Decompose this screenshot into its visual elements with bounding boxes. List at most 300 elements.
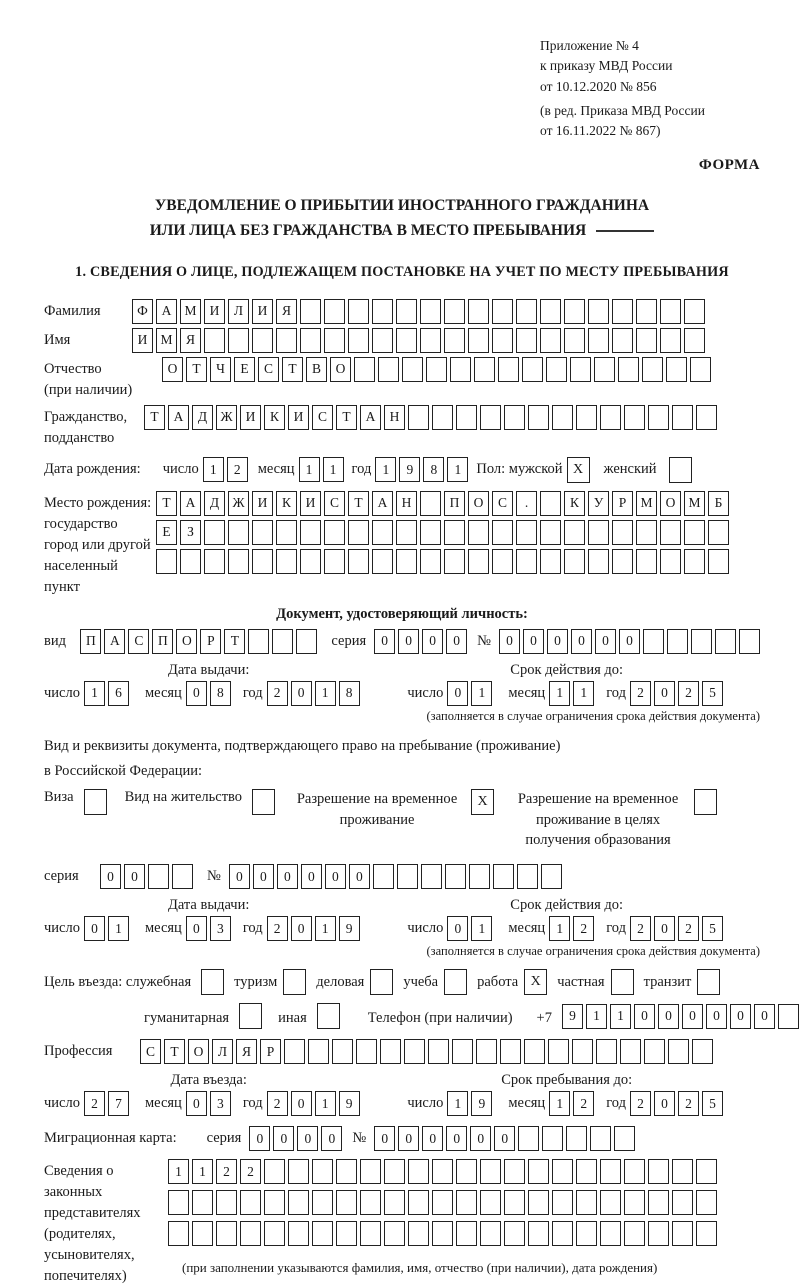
profession-char-box[interactable] [500, 1039, 521, 1064]
representatives-char-box[interactable] [192, 1221, 213, 1246]
representatives-char-box[interactable] [456, 1159, 477, 1184]
birth-place-char-box[interactable] [660, 549, 681, 574]
birth-place-char-box[interactable] [564, 549, 585, 574]
birth-place-char-box[interactable] [444, 549, 465, 574]
birth-place-char-box[interactable] [540, 549, 561, 574]
issue-month-box[interactable]: 0 [186, 681, 207, 706]
patronymic-char-box[interactable]: О [162, 357, 183, 382]
representatives-char-box[interactable] [504, 1190, 525, 1215]
representatives-char-box[interactable] [528, 1159, 549, 1184]
given-name-char-box[interactable]: И [132, 328, 153, 353]
citizenship-char-box[interactable] [552, 405, 573, 430]
issue-year-box[interactable]: 9 [339, 916, 360, 941]
birth-place-char-box[interactable]: К [564, 491, 585, 516]
doc-number-box[interactable]: 0 [571, 629, 592, 654]
birth-place-char-box[interactable]: Н [396, 491, 417, 516]
phone-digit-box[interactable]: 1 [610, 1004, 631, 1029]
profession-char-box[interactable] [332, 1039, 353, 1064]
mc-number-box[interactable]: 0 [374, 1126, 395, 1151]
doc-number-box[interactable]: 0 [523, 629, 544, 654]
issue-year-box[interactable]: 1 [315, 916, 336, 941]
birth-place-char-box[interactable] [516, 520, 537, 545]
phone-digit-box[interactable]: 0 [682, 1004, 703, 1029]
birth-place-char-box[interactable] [420, 520, 441, 545]
mc-number-box[interactable] [518, 1126, 539, 1151]
expiry-year-box[interactable]: 2 [678, 916, 699, 941]
patronymic-char-box[interactable] [546, 357, 567, 382]
doc-series-box[interactable]: 0 [446, 629, 467, 654]
expiry-month-box[interactable]: 2 [573, 916, 594, 941]
issue-year-box[interactable]: 1 [315, 681, 336, 706]
mc-number-box[interactable]: 0 [470, 1126, 491, 1151]
representatives-char-box[interactable] [552, 1221, 573, 1246]
stay-year-box[interactable]: 2 [630, 1091, 651, 1116]
citizenship-char-box[interactable]: И [240, 405, 261, 430]
representatives-char-box[interactable] [528, 1221, 549, 1246]
residence-number-box[interactable] [469, 864, 490, 889]
representatives-char-box[interactable] [168, 1190, 189, 1215]
stay-year-box[interactable]: 0 [654, 1091, 675, 1116]
birth-place-char-box[interactable] [300, 520, 321, 545]
private-checkbox[interactable] [611, 969, 634, 995]
doc-kind-char-box[interactable]: О [176, 629, 197, 654]
expiry-day-box[interactable]: 1 [471, 681, 492, 706]
mc-number-box[interactable]: 0 [398, 1126, 419, 1151]
birth-place-char-box[interactable] [204, 549, 225, 574]
surname-char-box[interactable] [588, 299, 609, 324]
citizenship-char-box[interactable]: И [288, 405, 309, 430]
surname-char-box[interactable] [420, 299, 441, 324]
birth-place-char-box[interactable] [420, 491, 441, 516]
birth-place-char-box[interactable] [708, 520, 729, 545]
birth-place-char-box[interactable] [252, 549, 273, 574]
representatives-char-box[interactable] [480, 1159, 501, 1184]
purpose-official-checkbox[interactable] [201, 969, 224, 995]
representatives-char-box[interactable] [408, 1159, 429, 1184]
patronymic-char-box[interactable]: Ч [210, 357, 231, 382]
representatives-char-box[interactable] [696, 1190, 717, 1215]
birth-place-char-box[interactable] [708, 549, 729, 574]
representatives-char-box[interactable] [216, 1190, 237, 1215]
given-name-char-box[interactable] [372, 328, 393, 353]
patronymic-char-box[interactable] [354, 357, 375, 382]
representatives-char-box[interactable] [624, 1221, 645, 1246]
surname-char-box[interactable]: И [252, 299, 273, 324]
representatives-char-box[interactable] [552, 1190, 573, 1215]
profession-char-box[interactable] [308, 1039, 329, 1064]
tourism-checkbox[interactable] [283, 969, 306, 995]
representatives-char-box[interactable] [192, 1190, 213, 1215]
given-name-char-box[interactable] [612, 328, 633, 353]
doc-number-box[interactable]: 0 [619, 629, 640, 654]
birth-year-box[interactable]: 1 [447, 457, 468, 482]
representatives-char-box[interactable] [456, 1190, 477, 1215]
doc-kind-char-box[interactable] [296, 629, 317, 654]
birth-place-char-box[interactable] [420, 549, 441, 574]
birth-place-char-box[interactable] [468, 520, 489, 545]
birth-place-char-box[interactable]: О [660, 491, 681, 516]
representatives-char-box[interactable] [288, 1190, 309, 1215]
birth-place-char-box[interactable] [636, 549, 657, 574]
issue-year-box[interactable]: 0 [291, 681, 312, 706]
birth-place-char-box[interactable] [276, 520, 297, 545]
patronymic-char-box[interactable] [498, 357, 519, 382]
representatives-char-box[interactable] [336, 1190, 357, 1215]
surname-char-box[interactable] [564, 299, 585, 324]
representatives-char-box[interactable] [648, 1159, 669, 1184]
residence-number-box[interactable]: 0 [301, 864, 322, 889]
issue-day-box[interactable]: 1 [108, 916, 129, 941]
birth-place-char-box[interactable]: М [636, 491, 657, 516]
citizenship-char-box[interactable] [648, 405, 669, 430]
birth-place-char-box[interactable]: Т [156, 491, 177, 516]
doc-kind-char-box[interactable]: А [104, 629, 125, 654]
mc-number-box[interactable]: 0 [422, 1126, 443, 1151]
representatives-char-box[interactable] [528, 1190, 549, 1215]
study-checkbox[interactable] [444, 969, 467, 995]
doc-kind-char-box[interactable]: Т [224, 629, 245, 654]
profession-char-box[interactable] [524, 1039, 545, 1064]
birth-place-char-box[interactable] [396, 549, 417, 574]
representatives-char-box[interactable] [504, 1159, 525, 1184]
entry-day-box[interactable]: 7 [108, 1091, 129, 1116]
representatives-char-box[interactable] [288, 1159, 309, 1184]
mc-number-box[interactable] [590, 1126, 611, 1151]
profession-char-box[interactable] [452, 1039, 473, 1064]
phone-digit-box[interactable] [778, 1004, 799, 1029]
entry-month-box[interactable]: 0 [186, 1091, 207, 1116]
given-name-char-box[interactable] [276, 328, 297, 353]
mc-series-box[interactable]: 0 [249, 1126, 270, 1151]
residence-number-box[interactable] [493, 864, 514, 889]
residence-series-box[interactable] [172, 864, 193, 889]
representatives-char-box[interactable] [168, 1221, 189, 1246]
issue-day-box[interactable]: 0 [84, 916, 105, 941]
profession-char-box[interactable]: О [188, 1039, 209, 1064]
stay-year-box[interactable]: 2 [678, 1091, 699, 1116]
surname-char-box[interactable] [444, 299, 465, 324]
residence-number-box[interactable]: 0 [325, 864, 346, 889]
phone-digit-box[interactable]: 0 [634, 1004, 655, 1029]
surname-char-box[interactable]: Л [228, 299, 249, 324]
representatives-char-box[interactable] [264, 1159, 285, 1184]
citizenship-char-box[interactable]: Т [144, 405, 165, 430]
surname-char-box[interactable] [324, 299, 345, 324]
citizenship-char-box[interactable]: С [312, 405, 333, 430]
surname-char-box[interactable] [300, 299, 321, 324]
representatives-char-box[interactable] [336, 1159, 357, 1184]
surname-char-box[interactable]: М [180, 299, 201, 324]
patronymic-char-box[interactable]: С [258, 357, 279, 382]
issue-year-box[interactable]: 2 [267, 916, 288, 941]
surname-char-box[interactable] [516, 299, 537, 324]
representatives-char-box[interactable] [600, 1190, 621, 1215]
issue-day-box[interactable]: 1 [84, 681, 105, 706]
birth-place-char-box[interactable] [564, 520, 585, 545]
given-name-char-box[interactable] [228, 328, 249, 353]
birth-day-box[interactable]: 2 [227, 457, 248, 482]
representatives-char-box[interactable] [648, 1221, 669, 1246]
birth-place-char-box[interactable] [156, 549, 177, 574]
mc-number-box[interactable]: 0 [494, 1126, 515, 1151]
birth-place-char-box[interactable] [324, 549, 345, 574]
surname-char-box[interactable] [492, 299, 513, 324]
patronymic-char-box[interactable] [666, 357, 687, 382]
citizenship-char-box[interactable]: А [168, 405, 189, 430]
representatives-char-box[interactable] [264, 1221, 285, 1246]
profession-char-box[interactable] [284, 1039, 305, 1064]
representatives-char-box[interactable] [360, 1221, 381, 1246]
mc-number-box[interactable]: 0 [446, 1126, 467, 1151]
patronymic-char-box[interactable] [594, 357, 615, 382]
given-name-char-box[interactable] [348, 328, 369, 353]
representatives-char-box[interactable] [312, 1159, 333, 1184]
representatives-char-box[interactable] [624, 1190, 645, 1215]
patronymic-char-box[interactable] [690, 357, 711, 382]
business-checkbox[interactable] [370, 969, 393, 995]
representatives-char-box[interactable] [648, 1190, 669, 1215]
citizenship-char-box[interactable] [504, 405, 525, 430]
patronymic-char-box[interactable] [450, 357, 471, 382]
issue-day-box[interactable]: 6 [108, 681, 129, 706]
surname-char-box[interactable] [612, 299, 633, 324]
birth-place-char-box[interactable]: О [468, 491, 489, 516]
surname-char-box[interactable]: Я [276, 299, 297, 324]
citizenship-char-box[interactable] [456, 405, 477, 430]
citizenship-char-box[interactable] [624, 405, 645, 430]
expiry-month-box[interactable]: 1 [573, 681, 594, 706]
mc-series-box[interactable]: 0 [273, 1126, 294, 1151]
birth-place-char-box[interactable]: Б [708, 491, 729, 516]
residence-number-box[interactable]: 0 [253, 864, 274, 889]
representatives-char-box[interactable] [696, 1221, 717, 1246]
entry-year-box[interactable]: 9 [339, 1091, 360, 1116]
doc-number-box[interactable]: 0 [547, 629, 568, 654]
birth-place-char-box[interactable] [300, 549, 321, 574]
representatives-char-box[interactable] [672, 1221, 693, 1246]
phone-digit-box[interactable]: 0 [754, 1004, 775, 1029]
representatives-char-box[interactable] [408, 1221, 429, 1246]
surname-char-box[interactable]: А [156, 299, 177, 324]
residence-permit-checkbox[interactable] [252, 789, 275, 815]
representatives-char-box[interactable] [432, 1190, 453, 1215]
birth-place-char-box[interactable]: С [492, 491, 513, 516]
given-name-char-box[interactable] [324, 328, 345, 353]
birth-place-char-box[interactable]: С [324, 491, 345, 516]
birth-place-char-box[interactable] [180, 549, 201, 574]
birth-place-char-box[interactable] [540, 491, 561, 516]
surname-char-box[interactable] [684, 299, 705, 324]
representatives-char-box[interactable] [336, 1221, 357, 1246]
representatives-char-box[interactable] [432, 1159, 453, 1184]
residence-number-box[interactable] [373, 864, 394, 889]
mc-number-box[interactable] [566, 1126, 587, 1151]
birth-place-char-box[interactable] [492, 549, 513, 574]
entry-year-box[interactable]: 2 [267, 1091, 288, 1116]
birth-place-char-box[interactable] [612, 549, 633, 574]
representatives-char-box[interactable] [384, 1221, 405, 1246]
representatives-char-box[interactable]: 2 [240, 1159, 261, 1184]
given-name-char-box[interactable] [540, 328, 561, 353]
representatives-char-box[interactable]: 1 [192, 1159, 213, 1184]
birth-month-box[interactable]: 1 [299, 457, 320, 482]
birth-place-char-box[interactable] [252, 520, 273, 545]
given-name-char-box[interactable] [252, 328, 273, 353]
doc-kind-char-box[interactable]: С [128, 629, 149, 654]
phone-digit-box[interactable]: 0 [730, 1004, 751, 1029]
birth-place-char-box[interactable] [684, 520, 705, 545]
patronymic-char-box[interactable]: Т [186, 357, 207, 382]
surname-char-box[interactable] [468, 299, 489, 324]
representatives-char-box[interactable] [480, 1221, 501, 1246]
birth-place-char-box[interactable]: М [684, 491, 705, 516]
representatives-char-box[interactable] [216, 1221, 237, 1246]
birth-place-char-box[interactable] [396, 520, 417, 545]
doc-number-box[interactable] [691, 629, 712, 654]
citizenship-char-box[interactable]: К [264, 405, 285, 430]
issue-year-box[interactable]: 2 [267, 681, 288, 706]
expiry-month-box[interactable]: 1 [549, 681, 570, 706]
birth-year-box[interactable]: 9 [399, 457, 420, 482]
representatives-char-box[interactable] [240, 1190, 261, 1215]
patronymic-char-box[interactable]: Т [282, 357, 303, 382]
representatives-char-box[interactable] [576, 1190, 597, 1215]
representatives-char-box[interactable] [480, 1190, 501, 1215]
issue-year-box[interactable]: 0 [291, 916, 312, 941]
expiry-day-box[interactable]: 0 [447, 916, 468, 941]
expiry-year-box[interactable]: 5 [702, 681, 723, 706]
birth-place-char-box[interactable] [636, 520, 657, 545]
doc-kind-char-box[interactable]: П [152, 629, 173, 654]
representatives-char-box[interactable] [624, 1159, 645, 1184]
phone-digit-box[interactable]: 0 [706, 1004, 727, 1029]
patronymic-char-box[interactable] [402, 357, 423, 382]
given-name-char-box[interactable] [420, 328, 441, 353]
representatives-char-box[interactable] [312, 1190, 333, 1215]
birth-place-char-box[interactable] [684, 549, 705, 574]
birth-place-char-box[interactable] [348, 520, 369, 545]
birth-place-char-box[interactable] [372, 520, 393, 545]
residence-series-box[interactable] [148, 864, 169, 889]
doc-series-box[interactable]: 0 [398, 629, 419, 654]
birth-place-char-box[interactable] [324, 520, 345, 545]
birth-place-char-box[interactable] [276, 549, 297, 574]
profession-char-box[interactable]: Р [260, 1039, 281, 1064]
birth-place-char-box[interactable] [228, 549, 249, 574]
profession-char-box[interactable] [692, 1039, 713, 1064]
surname-char-box[interactable] [372, 299, 393, 324]
birth-place-char-box[interactable] [228, 520, 249, 545]
birth-place-char-box[interactable] [372, 549, 393, 574]
citizenship-char-box[interactable] [600, 405, 621, 430]
birth-year-box[interactable]: 1 [375, 457, 396, 482]
representatives-char-box[interactable] [240, 1221, 261, 1246]
given-name-char-box[interactable] [588, 328, 609, 353]
birth-place-char-box[interactable]: З [180, 520, 201, 545]
birth-place-char-box[interactable]: Д [204, 491, 225, 516]
representatives-char-box[interactable] [672, 1190, 693, 1215]
transit-checkbox[interactable] [697, 969, 720, 995]
birth-place-char-box[interactable] [492, 520, 513, 545]
given-name-char-box[interactable]: М [156, 328, 177, 353]
doc-number-box[interactable] [643, 629, 664, 654]
phone-digit-box[interactable]: 9 [562, 1004, 583, 1029]
citizenship-char-box[interactable] [696, 405, 717, 430]
mc-series-box[interactable]: 0 [297, 1126, 318, 1151]
profession-char-box[interactable] [380, 1039, 401, 1064]
other-purpose-checkbox[interactable] [317, 1003, 340, 1029]
birth-day-box[interactable]: 1 [203, 457, 224, 482]
expiry-year-box[interactable]: 0 [654, 916, 675, 941]
representatives-char-box[interactable] [456, 1221, 477, 1246]
citizenship-char-box[interactable] [408, 405, 429, 430]
doc-number-box[interactable] [739, 629, 760, 654]
birth-place-char-box[interactable]: А [372, 491, 393, 516]
surname-char-box[interactable] [636, 299, 657, 324]
birth-place-char-box[interactable]: И [300, 491, 321, 516]
representatives-char-box[interactable]: 2 [216, 1159, 237, 1184]
profession-char-box[interactable] [428, 1039, 449, 1064]
surname-char-box[interactable] [660, 299, 681, 324]
given-name-char-box[interactable] [564, 328, 585, 353]
birth-place-char-box[interactable]: Т [348, 491, 369, 516]
surname-char-box[interactable] [348, 299, 369, 324]
stay-year-box[interactable]: 5 [702, 1091, 723, 1116]
birth-place-char-box[interactable]: Р [612, 491, 633, 516]
residence-number-box[interactable]: 0 [277, 864, 298, 889]
birth-place-char-box[interactable] [588, 520, 609, 545]
surname-char-box[interactable]: Ф [132, 299, 153, 324]
issue-month-box[interactable]: 0 [186, 916, 207, 941]
temp-residence-education-checkbox[interactable] [694, 789, 717, 815]
stay-day-box[interactable]: 1 [447, 1091, 468, 1116]
visa-checkbox[interactable] [84, 789, 107, 815]
birth-place-char-box[interactable]: И [252, 491, 273, 516]
doc-kind-char-box[interactable] [272, 629, 293, 654]
given-name-char-box[interactable] [396, 328, 417, 353]
residence-number-box[interactable] [421, 864, 442, 889]
profession-char-box[interactable]: Т [164, 1039, 185, 1064]
birth-place-char-box[interactable]: . [516, 491, 537, 516]
profession-char-box[interactable] [620, 1039, 641, 1064]
expiry-year-box[interactable]: 2 [630, 916, 651, 941]
birth-place-char-box[interactable] [660, 520, 681, 545]
given-name-char-box[interactable] [636, 328, 657, 353]
given-name-char-box[interactable] [660, 328, 681, 353]
entry-month-box[interactable]: 3 [210, 1091, 231, 1116]
temp-residence-checkbox[interactable]: X [471, 789, 494, 815]
representatives-char-box[interactable] [264, 1190, 285, 1215]
birth-place-char-box[interactable]: П [444, 491, 465, 516]
representatives-char-box[interactable] [576, 1221, 597, 1246]
birth-place-char-box[interactable]: Е [156, 520, 177, 545]
residence-number-box[interactable]: 0 [229, 864, 250, 889]
expiry-year-box[interactable]: 0 [654, 681, 675, 706]
profession-char-box[interactable] [572, 1039, 593, 1064]
profession-char-box[interactable] [596, 1039, 617, 1064]
birth-month-box[interactable]: 1 [323, 457, 344, 482]
residence-series-box[interactable]: 0 [100, 864, 121, 889]
profession-char-box[interactable] [476, 1039, 497, 1064]
entry-day-box[interactable]: 2 [84, 1091, 105, 1116]
representatives-char-box[interactable] [672, 1159, 693, 1184]
expiry-year-box[interactable]: 5 [702, 916, 723, 941]
surname-char-box[interactable] [540, 299, 561, 324]
patronymic-char-box[interactable] [426, 357, 447, 382]
residence-number-box[interactable]: 0 [349, 864, 370, 889]
citizenship-char-box[interactable] [576, 405, 597, 430]
representatives-char-box[interactable] [360, 1159, 381, 1184]
